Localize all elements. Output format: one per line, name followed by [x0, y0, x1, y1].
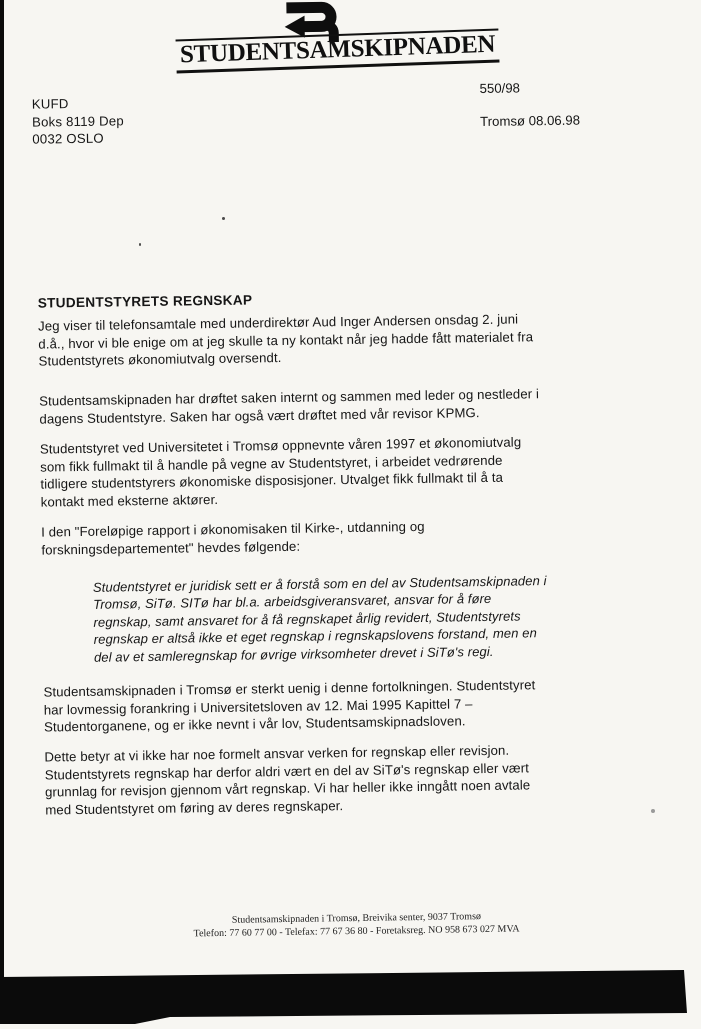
- paragraph-intro: Jeg viser til telefonsamtale med underdirektør Aud Inger Andersen onsdag 2. juni d.å., hvor vi ble enige om at jeg skulle ta ny kontakt når jeg hadde fått materialet fra Studentstyrets økonomiutvalg oversendt.: [37, 311, 534, 369]
- org-name: STUDENTSAMSKIPNADEN: [176, 29, 500, 74]
- letter-heading: STUDENTSTYRETS REGNSKAP: [37, 292, 253, 311]
- date-line: Tromsø 08.06.98: [479, 112, 581, 130]
- scan-speck: [139, 243, 141, 246]
- paragraph-report-lead-in: I den "Foreløpige rapport i økonomisaken til Kirke-, utdanning og forskningsdepartementet" hevdes følgende:: [41, 518, 425, 558]
- scanner-edge-strip: [0, 0, 4, 1024]
- paragraph-okonomiutvalg: Studentstyret ved Universitetet i Tromsø oppnevnte våren 1997 et økonomiutvalg som fikk fullmakt til å handle på vegne av Studentstyret, i arbeidet vedrørende tidligere studentstyrers økonomiske disposisjoner. Utvalget fikk fullmakt til å ta kontakt med eksterne aktører.: [39, 434, 522, 510]
- footer-address-line: Studentsamskipnaden i Tromsø, Breivika senter, 9037 Tromsø: [231, 911, 482, 926]
- footer-contact-line: Telefon: 77 60 77 00 - Telefax: 77 67 36 80 - Foretaksreg. NO 958 673 027 MVA: [193, 923, 520, 940]
- recipient-address: KUFD Boks 8119 Dep 0032 OSLO: [31, 96, 124, 147]
- scan-speck: [222, 217, 225, 220]
- case-number: 550/98: [479, 80, 521, 97]
- letter-footer: [6, 907, 701, 943]
- scan-speck: [651, 809, 655, 813]
- quote-block: Studentstyret er juridisk sett er å forstå som en del av Studentsamskipnaden i Tromsø, SiTø. SITø har bl.a. arbeidsgiveransvaret, ansvar for å føre regnskap, samt ansvaret for å få regnskapet årlig revidert, Studentstyrets regnskap er altså ikke et eget regnskap i regnskapslovens forstand, men en del av et samleregnskap for øvrige virksomheter drevet i SiTø's regi.: [92, 573, 547, 665]
- paragraph-conclusion: Dette betyr at vi ikke har noe formelt ansvar verken for regnskap eller revisjon. Studentstyrets regnskap har derfor aldri vært en del av SiTø's regnskap eller vært grunnlag for revisjon gjennom vårt regnskap. Vi har heller ikke inngått noen avtale med Studentstyret om føring av deres regnskaper.: [44, 742, 531, 818]
- paragraph-internal-discussion: Studentsamskipnaden har drøftet saken internt og sammen med leder og nestleder i dagens Studentstyre. Saken har også vært drøftet med vår revisor KPMG.: [39, 386, 540, 427]
- paragraph-disagreement: Studentsamskipnaden i Tromsø er sterkt uenig i denne fortolkningen. Studentstyret har lovmessig forankring i Universitetsloven av 12. Mai 1995 Kapittel 7 – Studentorganene, og er ikke nevnt i vår lov, Studentsamskipnadsloven.: [43, 677, 536, 735]
